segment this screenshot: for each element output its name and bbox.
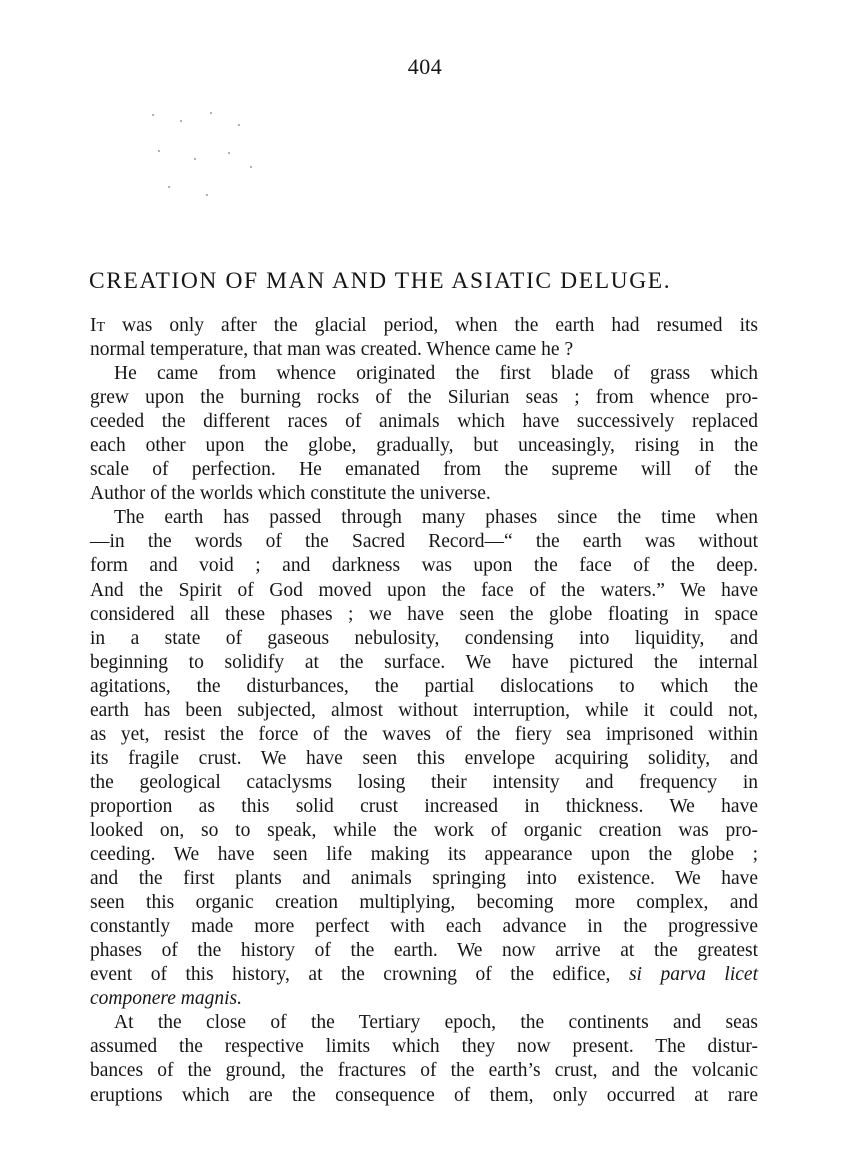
- text-line: [90, 386, 758, 410]
- text-line: [90, 1059, 758, 1083]
- text-segment: agitations, the disturbances, the partial dislocations to which the: [90, 675, 758, 697]
- text-line: [90, 843, 758, 867]
- text-segment: and the first plants and animals springing into existence. We have: [90, 868, 758, 890]
- text-segment: normal temperature, that man was created. Whence came he ?: [90, 339, 574, 361]
- text-segment: —in the words of the Sacred Record—“ the earth was without: [90, 531, 758, 553]
- text-segment: beginning to solidify at the surface. We have pictured the internal: [90, 651, 758, 673]
- text-line: [90, 554, 758, 578]
- text-line: [90, 434, 758, 458]
- text-line: [90, 530, 758, 554]
- text-line: [90, 915, 758, 939]
- text-line: [90, 723, 758, 747]
- text-line: [90, 819, 758, 843]
- text-segment: was only after the glacial period, when the earth had resumed its: [105, 315, 758, 336]
- text-segment: grew upon the burning rocks of the Silurian seas ; from whence pro-: [90, 387, 758, 409]
- text-segment: event of this history, at the crowning of the edifice,: [90, 964, 629, 986]
- chapter-title: CREATION OF MAN AND THE ASIATIC DELUGE.: [89, 268, 672, 294]
- text-segment: phases of the history of the earth. We now arrive at the greatest: [90, 940, 758, 962]
- text-segment: its fragile crust. We have seen this envelope acquiring solidity, and: [90, 747, 758, 769]
- text-segment: componere magnis.: [90, 988, 243, 1010]
- text-segment: form and void ; and darkness was upon the face of the deep.: [90, 555, 758, 577]
- text-segment: scale of perfection. He emanated from the supreme will of the: [90, 459, 758, 481]
- text-line: [90, 675, 758, 699]
- text-segment: looked on, so to speak, while the work of organic creation was pro-: [90, 819, 758, 841]
- text-segment: And the Spirit of God moved upon the face of the waters.” We have: [90, 579, 758, 601]
- text-segment: Author of the worlds which constitute the universe.: [90, 483, 491, 505]
- text-segment: earth has been subjected, almost without interruption, while it could not,: [90, 699, 758, 721]
- text-line: [90, 1084, 758, 1108]
- text-segment: proportion as this solid crust increased in thickness. We have: [90, 795, 758, 817]
- text-segment: The earth has passed through many phases since the time when: [114, 507, 758, 529]
- text-segment: ceeded the different races of animals which have successively replaced: [90, 411, 758, 433]
- text-line: [90, 458, 758, 482]
- text-line: [90, 963, 758, 987]
- text-segment: At the close of the Tertiary epoch, the continents and seas: [114, 1012, 758, 1034]
- text-segment: ceeding. We have seen life making its appearance upon the globe ;: [90, 844, 758, 866]
- text-segment: in a state of gaseous nebulosity, condensing into liquidity, and: [90, 627, 758, 649]
- text-line: [90, 482, 758, 506]
- text-line: [90, 987, 758, 1011]
- text-line: [90, 338, 758, 362]
- text-line: [90, 410, 758, 434]
- text-line: [90, 627, 758, 651]
- text-segment: He came from whence originated the first blade of grass which: [114, 363, 758, 385]
- text-line: [90, 362, 758, 386]
- text-line: [90, 314, 758, 338]
- text-line: [90, 747, 758, 771]
- text-segment: each other upon the globe, gradually, but unceasingly, rising in the: [90, 435, 758, 457]
- text-segment: It: [90, 315, 106, 336]
- text-segment: eruptions which are the consequence of them, only occurred at rare: [90, 1084, 758, 1106]
- text-segment: si parva licet: [628, 964, 758, 986]
- text-line: [90, 603, 758, 627]
- paper-specks: [150, 110, 260, 200]
- text-line: [90, 651, 758, 675]
- text-segment: seen this organic creation multiplying, becoming more complex, and: [90, 892, 758, 914]
- text-segment: bances of the ground, the fractures of the earth’s crust, and the volcanic: [90, 1060, 758, 1082]
- text-line: [90, 939, 758, 963]
- text-line: [90, 771, 758, 795]
- text-line: [90, 1035, 758, 1059]
- text-line: [90, 867, 758, 891]
- page-number: 404: [407, 54, 443, 79]
- text-line: [90, 579, 758, 603]
- text-line: [90, 891, 758, 915]
- text-segment: constantly made more perfect with each advance in the progressive: [90, 916, 758, 938]
- text-segment: assumed the respective limits which they now present. The distur-: [90, 1036, 758, 1058]
- text-segment: as yet, resist the force of the waves of the fiery sea imprisoned within: [90, 723, 758, 745]
- text-line: [90, 699, 758, 723]
- text-segment: the geological cataclysms losing their intensity and frequency in: [90, 771, 758, 793]
- text-line: [90, 795, 758, 819]
- text-segment: considered all these phases ; we have seen the globe floating in space: [90, 603, 758, 625]
- text-line: [90, 1011, 758, 1035]
- text-line: [90, 506, 758, 530]
- body-text: [90, 314, 758, 1108]
